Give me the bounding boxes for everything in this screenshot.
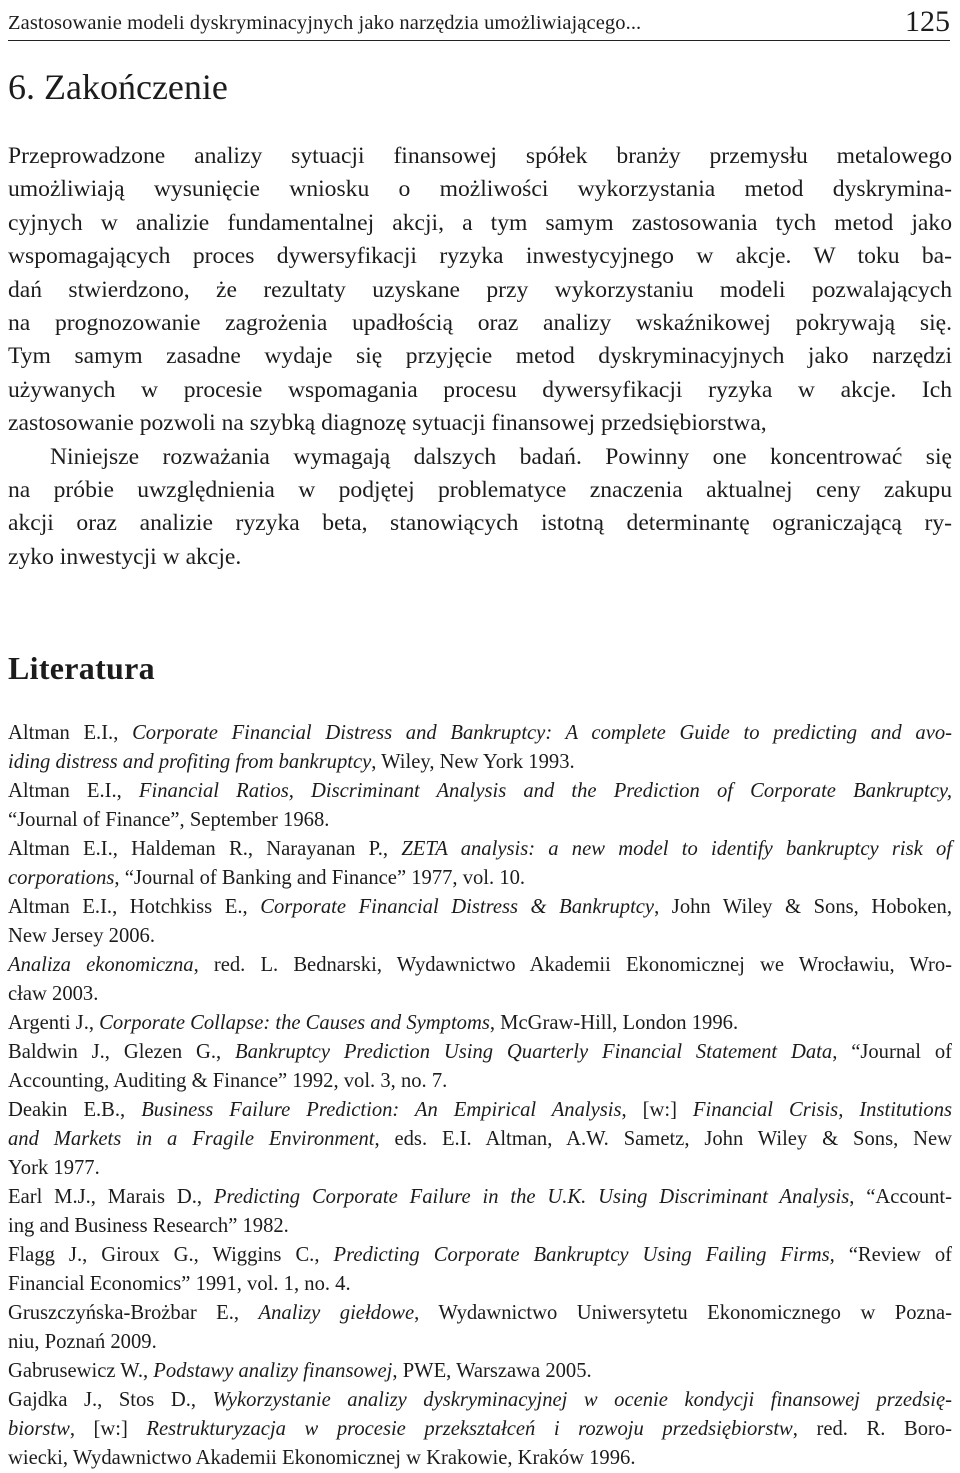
reference-line xyxy=(8,1241,953,1270)
reference-line xyxy=(8,806,952,835)
paragraph-line: zyko inwestycji w akcje. xyxy=(8,543,242,570)
reference-line xyxy=(8,1299,952,1328)
reference-text: Deakin E.B., xyxy=(8,1099,142,1121)
reference-text: “Journal of Finance”, September 1968. xyxy=(8,809,330,831)
reference-text: , “Journal of Banking and Finance” 1977, vol. 10. xyxy=(114,867,526,889)
reference-text: , red. L. Bednarski, Wydawnictwo Akademii Ekonomicznej we Wrocławiu, Wro- xyxy=(193,954,953,976)
running-title: Zastosowanie modeli dyskryminacyjnych jako narzędzia umożliwiającego... xyxy=(8,12,642,34)
page-number: 125 xyxy=(905,5,950,38)
paragraph-line: Niniejsze rozważania wymagają dalszych badań. Powinny one koncentrować się xyxy=(50,443,952,470)
section-title: 6. Zakończenie xyxy=(8,67,228,107)
reference-line xyxy=(8,1125,952,1154)
reference-text: ing and Business Research” 1982. xyxy=(8,1215,289,1237)
reference-text: , “Journal of xyxy=(832,1041,952,1063)
reference-line xyxy=(8,1183,952,1212)
paragraph-line: na próbie uwzględnienia w podjętej problematyce znaczenia aktualnej ceny zakupu xyxy=(8,477,952,504)
reference-title: iding distress and profiting from bankruptcy xyxy=(8,751,372,773)
reference-title: ZETA analysis: a new model to identify bankruptcy risk of xyxy=(401,838,952,860)
reference-list xyxy=(8,719,952,1473)
reference-text: , “Account- xyxy=(849,1186,952,1208)
reference-text: , John Wiley & Sons, Hoboken, xyxy=(654,896,952,918)
reference-line xyxy=(8,777,953,806)
reference-text: New Jersey 2006. xyxy=(8,925,155,947)
reference-title: Podstawy analizy finansowej xyxy=(153,1360,393,1382)
reference-text: Flagg J., Giroux G., Wiggins C., xyxy=(8,1244,334,1266)
paragraph-line: Tym samym zasadne wydaje się przyjęcie metod dyskryminacyjnych jako narzędzi xyxy=(8,343,952,370)
reference-line xyxy=(8,1009,952,1038)
reference-line xyxy=(8,864,952,893)
paragraph-line: na prognozowanie zagrożenia upadłością oraz analizy wskaźnikowej pokrywają się. xyxy=(8,310,952,337)
paragraph-line: akcji oraz analizie ryzyka beta, stanowiących istotną determinantę ograniczającą ry- xyxy=(8,510,952,537)
reference-line xyxy=(8,893,952,922)
reference-text: wiecki, Wydawnictwo Akademii Ekonomicznej w Krakowie, Kraków 1996. xyxy=(8,1447,636,1469)
reference-entry xyxy=(8,1038,952,1096)
reference-entry xyxy=(8,1183,952,1241)
reference-text: , [w:] xyxy=(69,1418,147,1440)
reference-text: Altman E.I., xyxy=(8,780,139,802)
reference-line xyxy=(8,1386,952,1415)
reference-line xyxy=(8,719,952,748)
reference-title: and Markets in a Fragile Environment xyxy=(8,1128,375,1150)
reference-entry xyxy=(8,951,952,1009)
reference-line xyxy=(8,748,952,777)
paragraph-line: dań stwierdzono, że rezultaty uzyskane przy wykorzystaniu modeli pozwalających xyxy=(8,276,952,303)
reference-line xyxy=(8,951,953,980)
reference-line xyxy=(8,1270,952,1299)
reference-line xyxy=(8,1357,952,1386)
running-header xyxy=(8,4,950,41)
reference-line xyxy=(8,1444,952,1473)
reference-text: , PWE, Warszawa 2005. xyxy=(392,1360,592,1382)
reference-text: Altman E.I., xyxy=(8,722,133,744)
reference-text: Altman E.I., Haldeman R., Narayanan P., xyxy=(8,838,402,860)
reference-line xyxy=(8,1415,953,1444)
reference-text: Earl M.J., Marais D., xyxy=(8,1186,214,1208)
conclusion-paragraph xyxy=(8,140,952,574)
reference-text: Financial Economics” 1991, vol. 1, no. 4. xyxy=(8,1273,351,1295)
literature-title: Literatura xyxy=(8,650,155,686)
reference-title: Predicting Corporate Bankruptcy Using Failing Firms, xyxy=(333,1244,835,1266)
reference-line xyxy=(8,835,952,864)
reference-text: Argenti J., xyxy=(8,1012,100,1034)
reference-entry xyxy=(8,1357,952,1386)
reference-text: Gruszczyńska-Brożbar E., xyxy=(8,1302,259,1324)
reference-line xyxy=(8,1038,952,1067)
reference-title: Analizy giełdowe xyxy=(258,1302,415,1324)
reference-title: Business Failure Prediction: An Empirical Analysis xyxy=(141,1099,622,1121)
reference-text: , McGraw-Hill, London 1996. xyxy=(489,1012,739,1034)
reference-text: York 1977. xyxy=(8,1157,100,1179)
reference-entry xyxy=(8,1009,952,1038)
reference-title: Wykorzystanie analizy dyskryminacyjnej w ocenie kondycji finansowej przedsię- xyxy=(212,1389,952,1411)
reference-text: cław 2003. xyxy=(8,983,99,1005)
reference-line xyxy=(8,1067,952,1096)
reference-line xyxy=(8,1328,952,1357)
reference-line xyxy=(8,922,952,951)
paragraph-line: cyjnych w analizie fundamentalnej akcji, a tym samym zastosowania tych metod jako xyxy=(8,209,952,236)
reference-entry xyxy=(8,719,952,777)
reference-title: Corporate Collapse: the Causes and Symptoms xyxy=(99,1012,490,1034)
reference-text: “Review of xyxy=(834,1244,953,1266)
reference-title: Restrukturyzacja w procesie przekształceń i rozwoju przedsiębiorstw xyxy=(146,1418,793,1440)
reference-text: niu, Poznań 2009. xyxy=(8,1331,157,1353)
reference-title: Financial Ratios, Discriminant Analysis and the Prediction of Corporate Bankruptcy, xyxy=(138,780,953,802)
reference-title: biorstw xyxy=(8,1418,70,1440)
reference-title: Analiza ekonomiczna xyxy=(8,954,194,976)
reference-title: Corporate Financial Distress and Bankruptcy: A complete Guide to predicting and avo- xyxy=(132,722,952,744)
reference-entry xyxy=(8,835,952,893)
reference-entry xyxy=(8,777,952,835)
reference-text: , eds. E.I. Altman, A.W. Sametz, John Wiley & Sons, New xyxy=(374,1128,952,1150)
reference-entry xyxy=(8,893,952,951)
paragraph-line: wspomagających proces dywersyfikacji ryzyka inwestycyjnego w akcje. W toku ba- xyxy=(8,243,952,270)
paragraph-line: umożliwiają wysunięcie wniosku o możliwości wykorzystania metod dyskrymina- xyxy=(8,176,952,203)
reference-line xyxy=(8,1154,952,1183)
reference-title: Corporate Financial Distress & Bankruptcy xyxy=(260,896,655,918)
reference-line xyxy=(8,1096,953,1125)
paragraph-line: używanych w procesie wspomagania procesu dywersyfikacji ryzyka w akcje. Ich xyxy=(8,376,952,403)
reference-text: , [w:] xyxy=(621,1099,693,1121)
reference-line xyxy=(8,980,952,1009)
reference-title: Financial Crisis, Institutions xyxy=(692,1099,953,1121)
reference-title: Bankruptcy Prediction Using Quarterly Financial Statement Data xyxy=(235,1041,833,1063)
reference-line xyxy=(8,1212,952,1241)
reference-text: Altman E.I., Hotchkiss E., xyxy=(8,896,261,918)
reference-entry xyxy=(8,1096,952,1183)
reference-entry xyxy=(8,1386,952,1473)
paragraph-line: Przeprowadzone analizy sytuacji finansowej spółek branży przemysłu metalowego xyxy=(8,143,952,169)
reference-text: , Wydawnictwo Uniwersytetu Ekonomicznego w Pozna- xyxy=(414,1302,952,1324)
reference-title: Predicting Corporate Failure in the U.K. Using Discriminant Analysis xyxy=(213,1186,850,1208)
reference-entry xyxy=(8,1299,952,1357)
reference-text: Gabrusewicz W., xyxy=(8,1360,154,1382)
paragraph-line: zastosowanie pozwoli na szybką diagnozę sytuacji finansowej przedsiębiorstwa, xyxy=(8,410,767,437)
reference-entry xyxy=(8,1241,952,1299)
reference-text: , red. R. Boro- xyxy=(792,1418,953,1440)
reference-text: Gajdka J., Stos D., xyxy=(8,1389,213,1411)
reference-text: Baldwin J., Glezen G., xyxy=(8,1041,236,1063)
reference-text: Accounting, Auditing & Finance” 1992, vol. 3, no. 7. xyxy=(8,1070,448,1092)
reference-title: corporations xyxy=(8,867,115,889)
reference-text: , Wiley, New York 1993. xyxy=(371,751,575,773)
